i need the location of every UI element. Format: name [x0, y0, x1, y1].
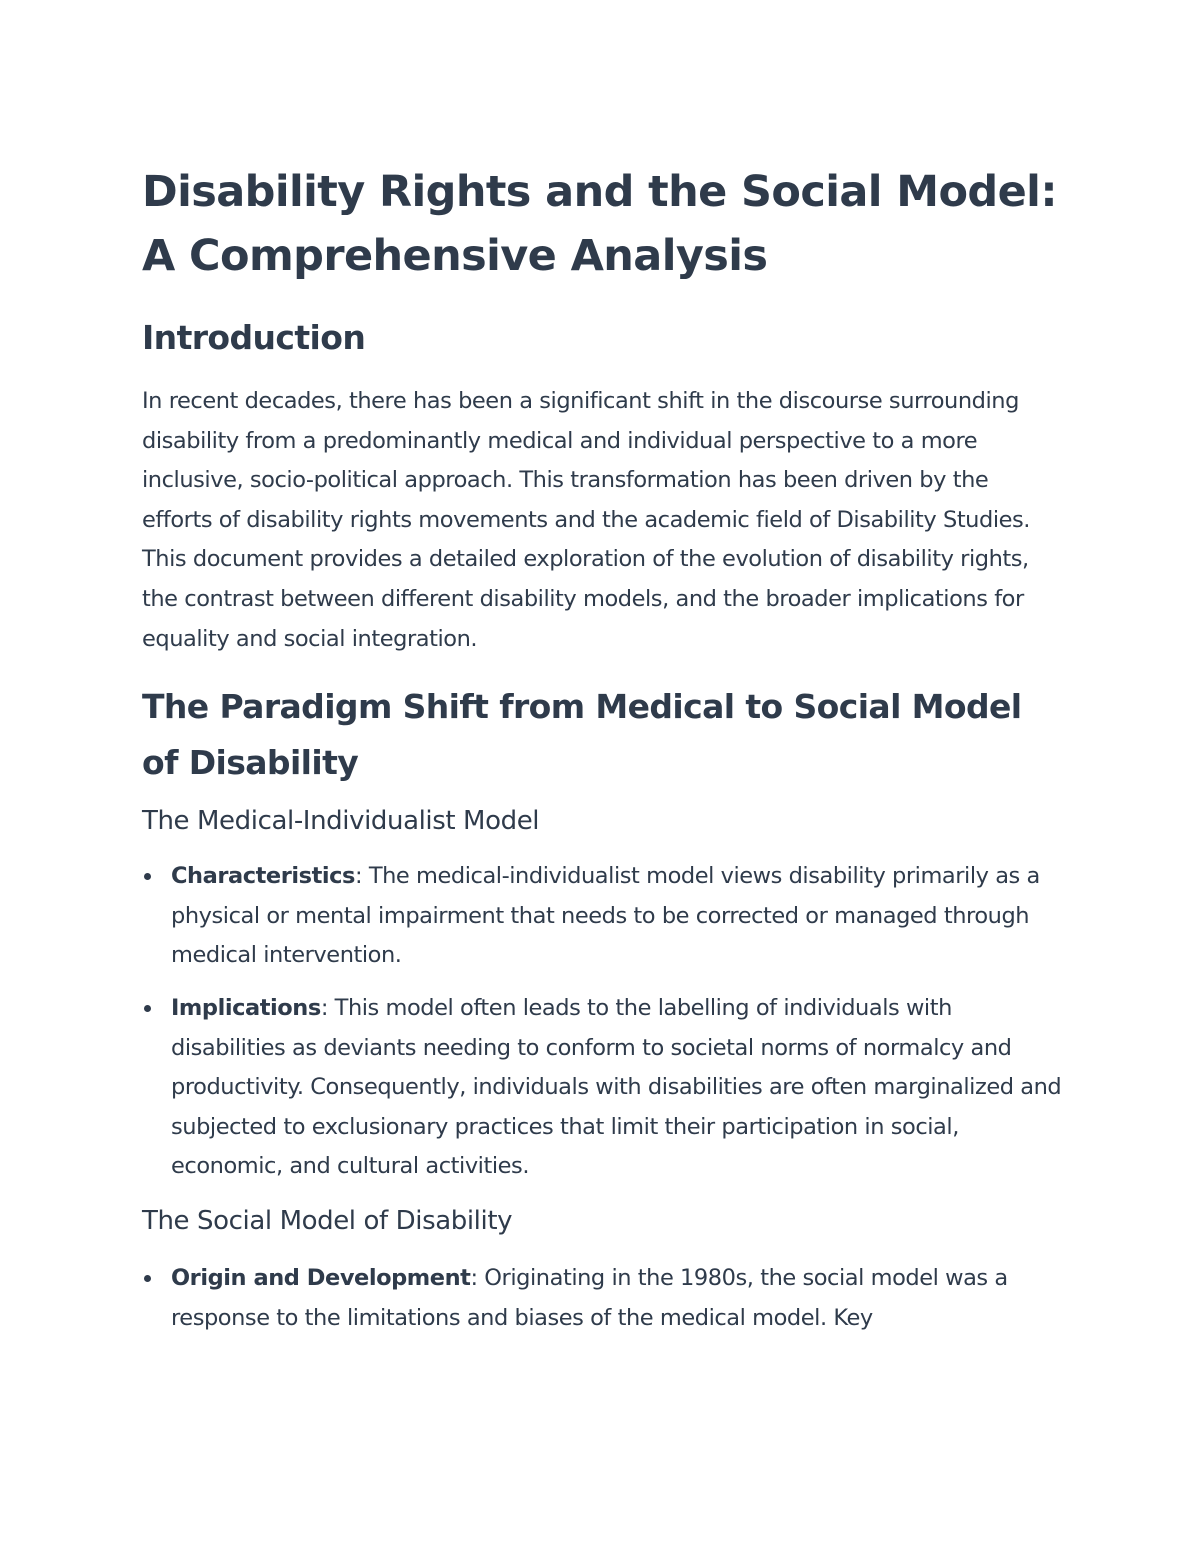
list-item	[142, 989, 1062, 1187]
bullet-icon	[144, 1275, 151, 1282]
social-model-heading: The Social Model of Disability	[142, 1205, 513, 1236]
list-item	[142, 1259, 1062, 1338]
introduction-paragraph: In recent decades, there has been a significant shift in the discourse surrounding disability from a predominantly medical and individual perspective to a more inclusive, socio-political approach. This transformation has been driven by the efforts of disability rights movements and the academic field of Disability Studies. This document provides a detailed exploration of the evolution of disability rights, the contrast between different disability models, and the broader implications for equality and social integration.	[142, 388, 1030, 652]
list-item	[142, 857, 1062, 976]
list-item-term: Origin and Development	[171, 1264, 471, 1291]
list-item-text: : Originating in the 1980s, the social model was a response to the limitations and biases of the medical model. Key	[171, 1264, 1008, 1331]
social-model-list	[142, 1259, 1062, 1338]
list-item-text: : The medical-individualist model views disability primarily as a physical or mental impairment that needs to be corrected or managed through medical intervention.	[171, 863, 1040, 969]
paradigm-shift-heading: The Paradigm Shift from Medical to Social Model of Disability	[142, 687, 1022, 783]
bullet-icon	[144, 1005, 151, 1012]
document-title-line-1: Disability Rights and the Social Model:	[142, 167, 1057, 217]
document-title-line-2: A Comprehensive Analysis	[142, 231, 768, 281]
introduction-heading: Introduction	[142, 318, 366, 357]
document-title	[142, 160, 1062, 288]
document-page	[142, 160, 1062, 1338]
medical-model-list	[142, 857, 1062, 1187]
list-item-text: : This model often leads to the labelling of individuals with disabilities as deviants needing to conform to societal norms of normalcy and productivity. Consequently, individuals with disabilities are often marginalized and subjected to exclusionary practices that limit their participation in social, economic, and cultural activities.	[171, 994, 1062, 1180]
medical-model-heading: The Medical-Individualist Model	[142, 806, 540, 837]
list-item-term: Implications	[171, 994, 321, 1021]
list-item-term: Characteristics	[171, 863, 355, 890]
bullet-icon	[144, 873, 151, 880]
